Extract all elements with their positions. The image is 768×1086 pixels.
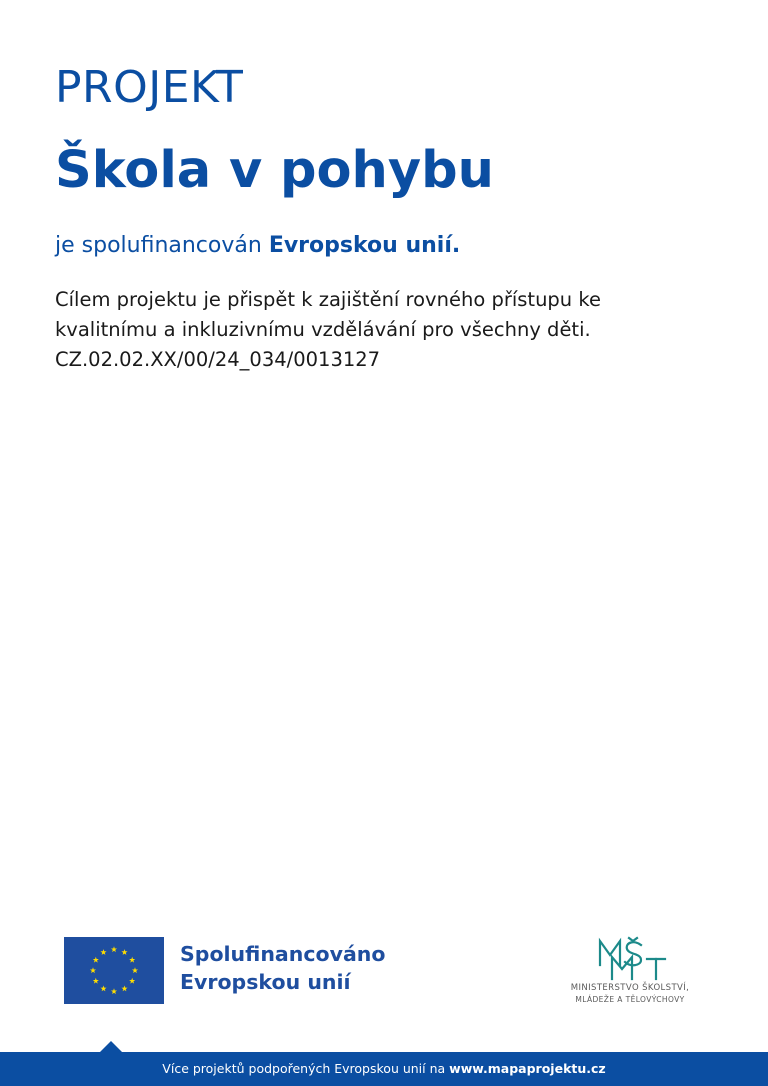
eu-logo-line-1: Spolufinancováno xyxy=(180,942,386,966)
msmt-name-line-2: MLÁDEŽE A TĚLOVÝCHOVY xyxy=(575,995,685,1004)
cofinancing-emphasis: Evropskou unií. xyxy=(268,233,461,258)
msmt-name-line-1: MINISTERSTVO ŠKOLSTVÍ, xyxy=(570,983,690,993)
eu-logo-line-2: Evropskou unií xyxy=(180,970,351,994)
cofinancing-prefix: je spolufinancován xyxy=(55,233,262,258)
footer-link[interactable]: www.mapaprojektu.cz xyxy=(449,1061,606,1076)
description-line-1: Cílem projektu je přispět k zajištění rovného přístupu ke xyxy=(55,288,601,311)
footer-bar xyxy=(0,1052,768,1086)
project-title: Škola v pohybu xyxy=(55,141,494,200)
eu-flag-icon xyxy=(64,937,164,1004)
project-registration-code: CZ.02.02.XX/00/24_034/0013127 xyxy=(55,348,381,371)
msmt-monogram-icon xyxy=(555,935,705,981)
footer-text: Více projektů podpořených Evropskou unií na xyxy=(162,1061,446,1076)
cofinancing-statement xyxy=(55,230,460,262)
footer-notch xyxy=(100,1041,122,1052)
project-label: PROJEKT xyxy=(55,62,244,113)
description-line-2: kvalitnímu a inkluzivnímu vzdělávání pro všechny děti. xyxy=(55,318,591,341)
project-description xyxy=(55,285,705,375)
msmt-logo xyxy=(555,935,705,1007)
eu-cofinanced-logo-text xyxy=(180,940,385,996)
